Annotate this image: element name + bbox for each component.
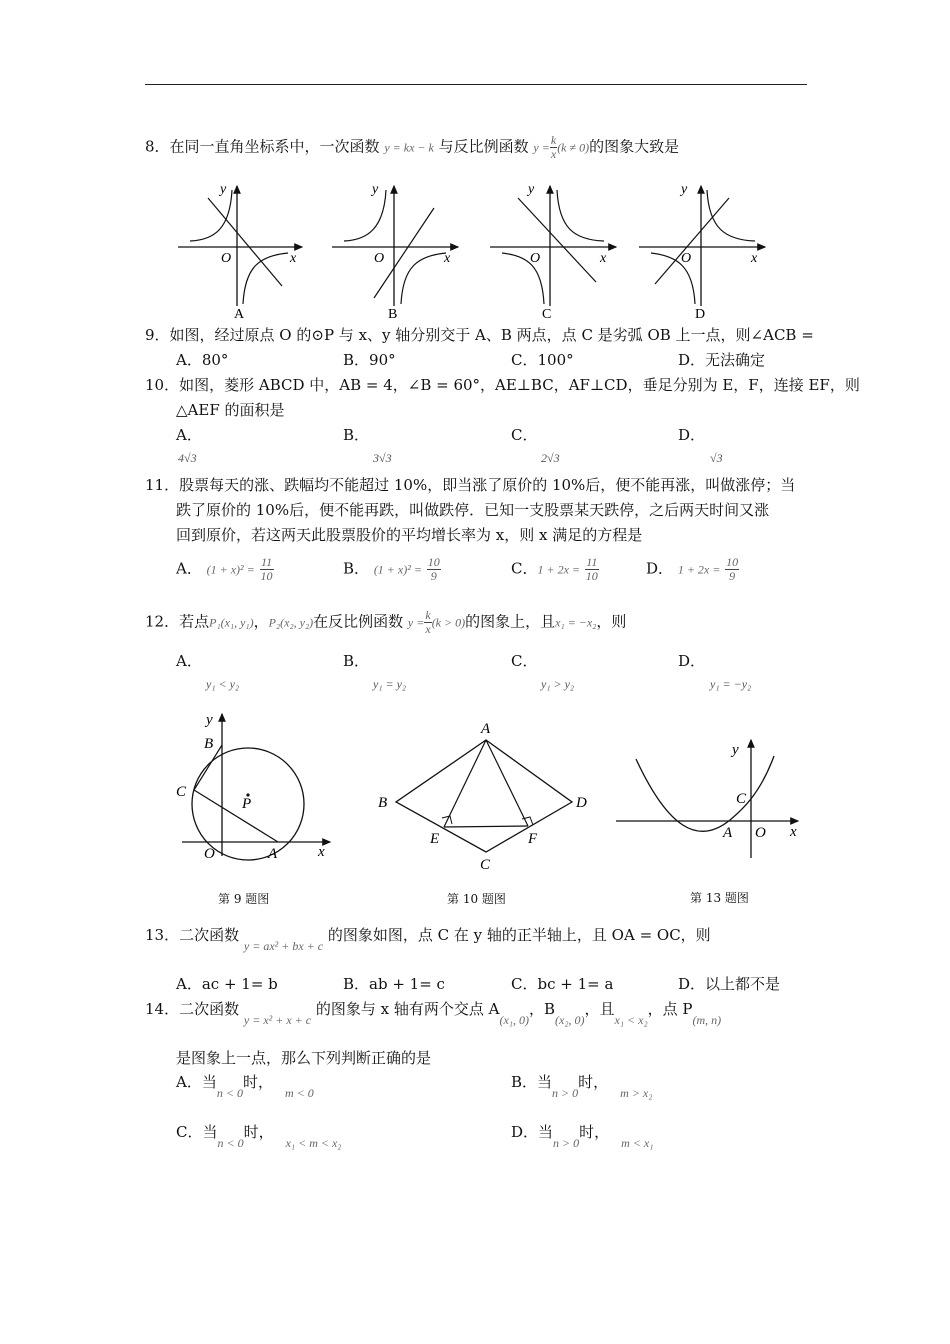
question-14-stem-line-2: 是图象上一点，那么下列判断正确的是	[176, 1049, 432, 1067]
figure-9	[176, 712, 330, 862]
question-10-stem-line-2: △AEF 的面积是	[176, 401, 285, 419]
stem-text: 在同一直角坐标系中，一次函数	[169, 137, 380, 156]
option-label: C	[542, 307, 552, 318]
axis-label-x: x	[790, 824, 797, 840]
q12-option-b: B． y₁ = y₂	[343, 652, 407, 691]
figure-9-caption: 第 9 题图	[218, 892, 270, 906]
axis-label-y: y	[681, 182, 688, 197]
figure-10-caption: 第 10 题图	[447, 892, 506, 906]
q10-option-c: C． 2√3	[511, 426, 560, 465]
q14-option-a: A．当$_{n < 0}$时，$_{m < 0}$	[176, 1073, 314, 1100]
relation: x₁ < x₂	[614, 1013, 648, 1027]
point-label-o: O	[204, 846, 215, 862]
q12-option-a: A． y₁ < y₂	[176, 652, 240, 691]
function-lhs: y =	[533, 140, 550, 155]
q10-option-b: B． 3√3	[343, 426, 392, 465]
graph-option-a	[178, 182, 302, 318]
q13-option-d: D．以上都不是	[678, 975, 781, 993]
question-8-stem	[145, 134, 679, 161]
option-label: D	[695, 307, 706, 318]
point-label-p: P	[242, 796, 252, 812]
point-label-c: C	[736, 791, 747, 807]
option-label: A	[234, 307, 245, 318]
q11-option-b: B． (1 + x)² = $\frac{10}{9}$	[343, 555, 440, 583]
point-label-e: E	[430, 831, 440, 847]
q13-option-c: C．bc + 1= a	[511, 975, 614, 993]
point-a: (x₁, 0)	[499, 1013, 529, 1027]
axis-label-x: x	[600, 251, 607, 266]
q11-option-a: A． (1 + x)² = $\frac{11}{10}$	[176, 555, 273, 583]
point-b: (x₂, 0)	[555, 1013, 585, 1027]
point-label-a: A	[723, 825, 733, 841]
question-11-stem-line-3: 回到原价，若这两天此股票股价的平均增长率为 x，则 x 满足的方程是	[176, 526, 643, 544]
q13-option-b: B．ab + 1= c	[343, 975, 445, 993]
fraction: $\frac{k}{x}$	[425, 608, 431, 636]
q12-option-d: D． y₁ = −y₂	[678, 652, 752, 691]
q9-option-a: A．80°	[176, 351, 229, 369]
q14-option-c: C．当$_{n < 0}$时，$_{x_1 < m < x_2}$	[176, 1123, 342, 1150]
graph-option-b	[332, 182, 458, 318]
point-label-c: C	[480, 857, 491, 873]
stem-text: 与反比例函数	[438, 137, 529, 156]
quadratic-function: y = x² + x + c	[243, 1013, 312, 1027]
point-label-o: O	[755, 825, 766, 841]
axis-label-x: x	[444, 251, 451, 266]
graph-option-c	[490, 182, 616, 318]
q12-option-c: C． y₁ > y₂	[511, 652, 575, 691]
point-label-a: A	[268, 846, 278, 862]
question-10-stem-line-1: 10．如图，菱形 ABCD 中，AB = 4，∠B = 60°，AE⊥BC，AF⊥CD，垂足分别为 E，F，连接 EF，则	[145, 376, 860, 394]
point-p: (m, n)	[692, 1013, 722, 1027]
graph-option-d	[639, 182, 765, 318]
q11-option-c: C．1 + 2x = $\frac{11}{10}$	[511, 555, 598, 583]
axis-label-x: x	[318, 844, 325, 860]
origin-label: O	[221, 251, 232, 266]
origin-label: O	[681, 251, 692, 266]
question-12-stem: 12．若点P₁(x₁, y₁)，P₂(x₂, y₂)在反比例函数 y = $\frac{k}{x}$ (k > 0)的图象上，且x₁ = −x₂，则	[145, 608, 627, 636]
stem-text: 的图象大致是	[589, 137, 680, 156]
question-11-stem-line-2: 跌了原价的 10%后，便不能再跌，叫做跌停．已知一支股票某天跌停，之后两天时间又涨	[176, 501, 770, 519]
header-rule	[145, 84, 807, 85]
option-label: B	[388, 307, 398, 318]
axis-label-x: x	[290, 251, 297, 266]
question-9-stem: 9．如图，经过原点 O 的⊙P 与 x、y 轴分别交于 A、B 两点，点 C 是劣弧 OB 上一点，则∠ACB =	[145, 326, 814, 344]
origin-label: O	[530, 251, 541, 266]
figure-13-caption: 第 13 题图	[690, 891, 749, 905]
question-8-graphs	[170, 178, 790, 318]
question-14-stem: 14．二次函数 $_{y = x^2 + x + c}$ 的图象与 x 轴有两个交点 $A_{(x_1, 0)}$，$B_{(x_2, 0)}$，且$_{x_1 < x_2}$，点 $P_{(m, n)}$	[145, 1000, 722, 1027]
axis-label-y: y	[206, 712, 213, 728]
axis-label-y: y	[372, 182, 379, 197]
q9-option-c: C．100°	[511, 351, 574, 369]
point-label-b: B	[378, 795, 388, 811]
axis-label-x: x	[751, 251, 758, 266]
q10-option-a: A． 4√3	[176, 426, 202, 465]
axis-label-y: y	[732, 742, 739, 758]
point-label-d: D	[576, 795, 587, 811]
question-13-stem: 13．二次函数 $_{y = ax^2 + bx + c}$ 的图象如图，点 C 在 y 轴的正半轴上，且 OA = OC，则	[145, 926, 711, 953]
condition: (k ≠ 0)	[557, 140, 590, 155]
axis-label-y: y	[528, 182, 535, 197]
q10-option-d: D． √3	[678, 426, 723, 465]
origin-label: O	[374, 251, 385, 266]
question-number: 8．	[145, 137, 170, 156]
point-p1: P₁(x₁, y₁)	[209, 615, 254, 630]
q9-option-b: B．90°	[343, 351, 396, 369]
q13-option-a: A．ac + 1= b	[176, 975, 278, 993]
q14-option-b: B．当$_{n > 0}$时，$_{m > x_2}$	[511, 1073, 653, 1100]
quadratic-function: y = ax² + bx + c	[243, 939, 324, 953]
figure-10	[378, 721, 587, 873]
figure-13	[616, 740, 798, 858]
q9-option-d: D．无法确定	[678, 351, 766, 369]
point-label-f: F	[528, 831, 538, 847]
q14-option-d: D．当$_{n > 0}$时，$_{m < x_1}$	[511, 1123, 654, 1150]
point-label-c: C	[176, 784, 187, 800]
fraction: $\frac{k}{x}$	[550, 133, 557, 161]
linear-function: y = kx − k	[384, 140, 434, 155]
point-label-b: B	[204, 736, 214, 752]
point-label-a: A	[481, 721, 491, 737]
point-p2: P₂(x₂, y₂)	[268, 615, 314, 630]
figures-row	[170, 706, 810, 886]
q11-option-d: D． 1 + 2x = $\frac{10}{9}$	[646, 555, 739, 583]
axis-label-y: y	[220, 182, 227, 197]
question-11-stem-line-1: 11．股票每天的涨、跌幅均不能超过 10%，即当涨了原价的 10%后，便不能再涨，叫做涨停；当	[145, 476, 796, 494]
